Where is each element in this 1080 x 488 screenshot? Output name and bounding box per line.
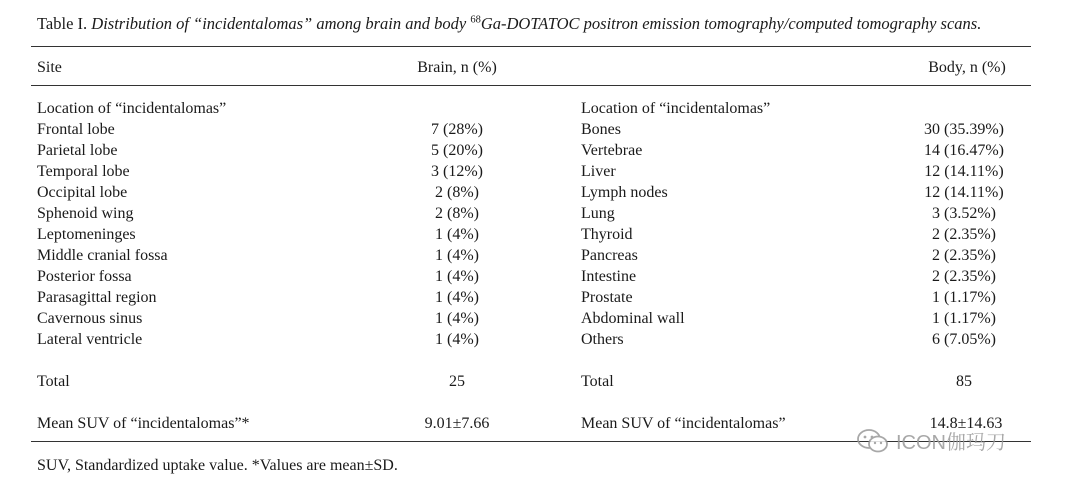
watermark-text: ICON伽玛刀 [896,432,1006,454]
wechat-icon [856,428,890,454]
body-total-value: 85 [956,373,972,390]
body-value-cell: 14 (16.47%) [924,142,1004,159]
brain-value-cell: 1 (4%) [435,331,479,348]
body-value-cell: 2 (2.35%) [932,226,996,243]
brain-site-cell: Lateral ventricle [37,331,143,348]
body-site-cell: Lymph nodes [581,184,668,201]
brain-value-cell: 1 (4%) [435,268,479,285]
brain-section-label: Location of “incidentalomas” [37,100,227,117]
brain-site-cell: Leptomeninges [37,226,136,243]
body-value-cell: 3 (3.52%) [932,205,996,222]
body-value-cell: 1 (1.17%) [932,310,996,327]
footnote: SUV, Standardized uptake value. *Values are mean±SD. [37,457,398,474]
caption-title-part1: Distribution of “incidentalomas” among brain and body [91,14,471,33]
header-body: Body, n (%) [928,59,1006,76]
body-site-cell: Vertebrae [581,142,643,159]
caption-title-part2: Ga-DOTATOC positron emission tomography/computed tomography scans. [480,14,982,33]
body-mean-suv-label: Mean SUV of “incidentalomas” [581,415,786,432]
body-value-cell: 6 (7.05%) [932,331,996,348]
brain-site-cell: Cavernous sinus [37,310,143,327]
brain-site-cell: Temporal lobe [37,163,130,180]
body-site-cell: Bones [581,121,621,138]
body-value-cell: 1 (1.17%) [932,289,996,306]
brain-total-value: 25 [449,373,465,390]
brain-value-cell: 1 (4%) [435,247,479,264]
brain-value-cell: 3 (12%) [431,163,483,180]
caption-lead: Table I. [37,14,92,33]
brain-site-cell: Sphenoid wing [37,205,134,222]
brain-value-cell: 1 (4%) [435,310,479,327]
brain-value-cell: 2 (8%) [435,205,479,222]
brain-site-cell: Parietal lobe [37,142,118,159]
caption-superscript: 68 [470,14,481,26]
body-value-cell: 12 (14.11%) [924,163,1004,180]
body-total-label: Total [581,373,614,390]
header-site: Site [37,59,62,76]
brain-mean-suv-value: 9.01±7.66 [424,415,490,432]
body-site-cell: Liver [581,163,616,180]
brain-total-label: Total [37,373,70,390]
brain-site-cell: Parasagittal region [37,289,157,306]
body-section-label: Location of “incidentalomas” [581,100,771,117]
watermark [856,426,1006,455]
body-site-cell: Pancreas [581,247,638,264]
body-site-cell: Abdominal wall [581,310,685,327]
header-brain: Brain, n (%) [417,59,497,76]
top-rule [31,46,1031,47]
brain-site-cell: Occipital lobe [37,184,128,201]
brain-value-cell: 1 (4%) [435,226,479,243]
body-value-cell: 12 (14.11%) [924,184,1004,201]
table-caption [37,14,981,34]
brain-value-cell: 1 (4%) [435,289,479,306]
brain-site-cell: Frontal lobe [37,121,115,138]
body-value-cell: 2 (2.35%) [932,247,996,264]
brain-value-cell: 2 (8%) [435,184,479,201]
body-site-cell: Lung [581,205,615,222]
body-value-cell: 2 (2.35%) [932,268,996,285]
body-site-cell: Others [581,331,624,348]
brain-value-cell: 5 (20%) [431,142,483,159]
body-site-cell: Prostate [581,289,633,306]
brain-site-cell: Middle cranial fossa [37,247,168,264]
header-rule [31,85,1031,86]
body-mean-suv-value: 14.8±14.63 [929,415,1003,432]
body-site-cell: Intestine [581,268,637,285]
brain-value-cell: 7 (28%) [431,121,483,138]
brain-mean-suv-label: Mean SUV of “incidentalomas”* [37,415,250,432]
brain-site-cell: Posterior fossa [37,268,132,285]
body-value-cell: 30 (35.39%) [924,121,1004,138]
body-site-cell: Thyroid [581,226,633,243]
